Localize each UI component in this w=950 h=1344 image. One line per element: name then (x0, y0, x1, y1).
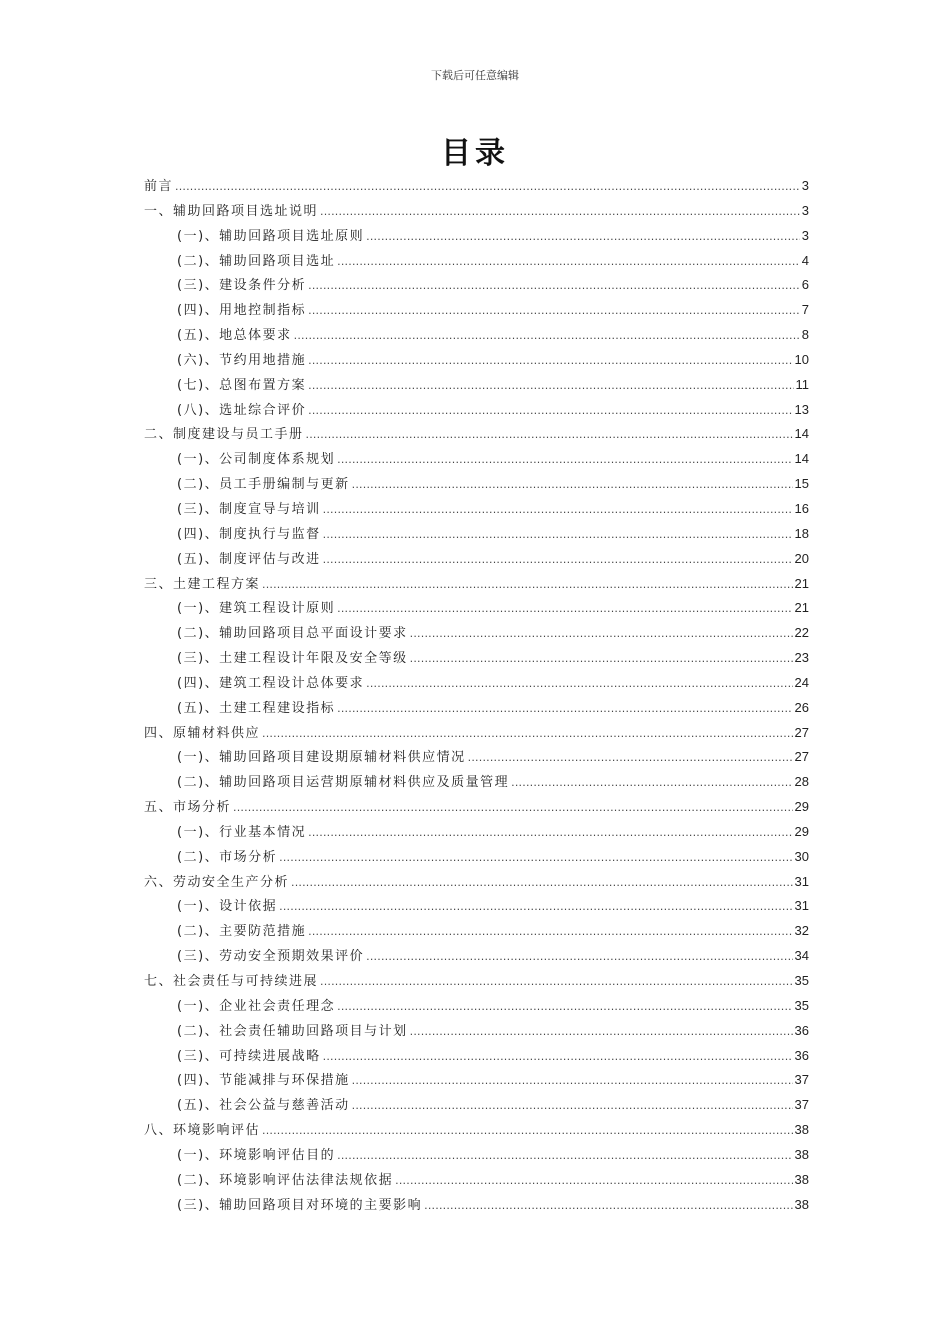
toc-page-number: 32 (794, 923, 809, 939)
toc-entry-label: (二)、员工手册编制与更新 (177, 477, 350, 493)
toc-subsection-entry[interactable] (144, 1144, 809, 1169)
toc-entry-label: (五)、土建工程建设指标 (177, 700, 336, 716)
toc-page-number: 35 (794, 973, 809, 988)
toc-entry-label: (二)、辅助回路项目选址 (177, 253, 336, 269)
toc-page-number: 31 (794, 898, 809, 914)
toc-dot-leader (294, 329, 800, 342)
toc-subsection-entry[interactable] (144, 324, 809, 349)
toc-page-number: 11 (795, 376, 809, 392)
toc-dot-leader (395, 1174, 792, 1187)
toc-entry-label: 三、土建工程方案 (144, 576, 261, 592)
toc-section-entry[interactable] (144, 970, 809, 995)
toc-dot-leader (410, 627, 793, 640)
toc-page-number: 38 (794, 1171, 809, 1187)
toc-page-number: 38 (794, 1122, 809, 1138)
toc-subsection-entry[interactable] (144, 846, 809, 871)
toc-entry-label: (三)、辅助回路项目对环境的主要影响 (177, 1197, 423, 1213)
toc-entry-label: (四)、用地控制指标 (177, 303, 307, 319)
toc-page-number: 36 (794, 1022, 809, 1038)
toc-entry-label: (二)、环境影响评估法律法规依据 (177, 1172, 394, 1188)
toc-subsection-entry[interactable] (144, 1194, 809, 1219)
toc-entry-label: (三)、土建工程设计年限及安全等级 (177, 651, 408, 667)
toc-section-entry[interactable] (144, 796, 809, 821)
toc-entry-label: (五)、地总体要求 (177, 328, 292, 344)
toc-page-number: 8 (801, 327, 809, 343)
toc-subsection-entry[interactable] (144, 746, 809, 771)
toc-page-number: 29 (794, 823, 809, 839)
toc-subsection-entry[interactable] (144, 399, 809, 424)
toc-subsection-entry[interactable] (144, 1020, 809, 1045)
toc-page-number: 3 (801, 227, 809, 243)
toc-entry-label: (二)、社会责任辅助回路项目与计划 (177, 1023, 408, 1039)
toc-dot-leader (352, 1074, 793, 1087)
toc-dot-leader (337, 602, 792, 615)
toc-page-number: 22 (794, 625, 809, 641)
toc-dot-leader (337, 1149, 792, 1162)
toc-subsection-entry[interactable] (144, 995, 809, 1020)
toc-page-number: 37 (794, 1072, 809, 1088)
toc-entry-label: (八)、选址综合评价 (177, 402, 307, 418)
toc-section-entry[interactable] (144, 573, 809, 598)
toc-dot-leader (352, 478, 793, 491)
toc-subsection-entry[interactable] (144, 1045, 809, 1070)
toc-page-number: 23 (794, 650, 809, 666)
toc-dot-leader (308, 279, 800, 292)
toc-subsection-entry[interactable] (144, 523, 809, 548)
toc-subsection-entry[interactable] (144, 771, 809, 796)
toc-subsection-entry[interactable] (144, 1069, 809, 1094)
toc-section-entry[interactable] (144, 722, 809, 747)
toc-dot-leader (262, 1124, 793, 1137)
toc-subsection-entry[interactable] (144, 374, 809, 399)
toc-entry-label: (一)、辅助回路项目建设期原辅材料供应情况 (177, 750, 466, 766)
toc-entry-label: (一)、设计依据 (177, 899, 278, 915)
toc-page-number: 7 (801, 302, 809, 318)
toc-subsection-entry[interactable] (144, 548, 809, 573)
toc-dot-leader (323, 503, 793, 516)
toc-dot-leader (279, 900, 792, 913)
toc-page-number: 3 (801, 202, 809, 218)
toc-section-entry[interactable] (144, 200, 809, 225)
toc-dot-leader (511, 776, 792, 789)
toc-dot-leader (308, 304, 800, 317)
toc-subsection-entry[interactable] (144, 274, 809, 299)
toc-entry-label: 四、原辅材料供应 (144, 725, 261, 741)
toc-page-number: 36 (794, 1047, 809, 1063)
toc-subsection-entry[interactable] (144, 622, 809, 647)
toc-subsection-entry[interactable] (144, 597, 809, 622)
toc-subsection-entry[interactable] (144, 349, 809, 374)
toc-entry-label: (七)、总图布置方案 (177, 377, 307, 393)
toc-entry-label: 二、制度建设与员工手册 (144, 427, 304, 443)
toc-dot-leader (233, 801, 793, 814)
toc-dot-leader (337, 255, 800, 268)
toc-subsection-entry[interactable] (144, 672, 809, 697)
table-of-contents (144, 175, 809, 1218)
toc-entry-label: (一)、企业社会责任理念 (177, 998, 336, 1014)
toc-entry-label: 五、市场分析 (144, 800, 232, 816)
toc-dot-leader (291, 876, 793, 889)
toc-page-number: 27 (794, 749, 809, 765)
toc-entry-label: (四)、建筑工程设计总体要求 (177, 675, 365, 691)
toc-page-number: 21 (794, 575, 809, 591)
toc-entry-label: (二)、主要防范措施 (177, 924, 307, 940)
toc-dot-leader (308, 379, 793, 392)
toc-page-number: 28 (794, 774, 809, 790)
toc-subsection-entry[interactable] (144, 498, 809, 523)
toc-dot-leader (320, 205, 800, 218)
toc-section-entry[interactable] (144, 175, 809, 200)
toc-entry-label: 八、环境影响评估 (144, 1123, 261, 1139)
toc-entry-label: (三)、可持续进展战略 (177, 1048, 321, 1064)
toc-subsection-entry[interactable] (144, 1169, 809, 1194)
toc-page-number: 13 (794, 401, 809, 417)
toc-page-number: 24 (794, 674, 809, 690)
toc-entry-label: (二)、辅助回路项目运营期原辅材料供应及质量管理 (177, 775, 510, 791)
toc-page-number: 14 (794, 426, 809, 442)
toc-subsection-entry[interactable] (144, 821, 809, 846)
toc-page-number: 10 (794, 351, 809, 367)
toc-subsection-entry[interactable] (144, 697, 809, 722)
toc-page-number: 27 (794, 724, 809, 740)
toc-dot-leader (352, 1099, 793, 1112)
toc-entry-label: (一)、建筑工程设计原则 (177, 601, 336, 617)
toc-dot-leader (323, 1050, 793, 1063)
toc-dot-leader (410, 652, 793, 665)
toc-dot-leader (337, 1000, 792, 1013)
toc-page-number: 18 (794, 525, 809, 541)
toc-entry-label: (四)、节能减排与环保措施 (177, 1073, 350, 1089)
toc-page-number: 3 (801, 178, 809, 193)
toc-subsection-entry[interactable] (144, 225, 809, 250)
toc-dot-leader (308, 826, 792, 839)
toc-page-number: 21 (794, 600, 809, 616)
toc-entry-label: (二)、辅助回路项目总平面设计要求 (177, 626, 408, 642)
toc-subsection-entry[interactable] (144, 448, 809, 473)
toc-entry-label: (一)、环境影响评估目的 (177, 1147, 336, 1163)
toc-page-number: 4 (801, 252, 809, 268)
toc-subsection-entry[interactable] (144, 920, 809, 945)
toc-page-number: 31 (794, 873, 809, 889)
toc-dot-leader (306, 428, 793, 441)
toc-subsection-entry[interactable] (144, 473, 809, 498)
toc-entry-label: (六)、节约用地措施 (177, 352, 307, 368)
toc-dot-leader (320, 975, 793, 988)
toc-entry-label: (一)、行业基本情况 (177, 824, 307, 840)
toc-page-number: 35 (794, 997, 809, 1013)
toc-subsection-entry[interactable] (144, 1094, 809, 1119)
toc-dot-leader (366, 950, 792, 963)
toc-entry-label: 前言 (144, 179, 174, 194)
toc-section-entry[interactable] (144, 871, 809, 896)
toc-dot-leader (424, 1199, 792, 1212)
toc-subsection-entry[interactable] (144, 250, 809, 275)
toc-dot-leader (337, 702, 792, 715)
toc-page-number: 38 (794, 1146, 809, 1162)
toc-page-number: 16 (794, 500, 809, 516)
toc-subsection-entry[interactable] (144, 945, 809, 970)
toc-entry-label: (三)、制度宣导与培训 (177, 501, 321, 517)
toc-dot-leader (366, 230, 800, 243)
toc-page-number: 34 (794, 948, 809, 964)
toc-dot-leader (279, 851, 792, 864)
toc-dot-leader (308, 404, 792, 417)
toc-entry-label: (五)、社会公益与慈善活动 (177, 1098, 350, 1114)
toc-subsection-entry[interactable] (144, 647, 809, 672)
toc-dot-leader (262, 578, 793, 591)
toc-section-entry[interactable] (144, 423, 809, 448)
toc-entry-label: (三)、建设条件分析 (177, 278, 307, 294)
toc-dot-leader (337, 453, 792, 466)
toc-page-number: 6 (801, 277, 809, 293)
toc-entry-label: 一、辅助回路项目选址说明 (144, 203, 319, 219)
toc-page-number: 29 (794, 799, 809, 815)
toc-subsection-entry[interactable] (144, 895, 809, 920)
toc-dot-leader (308, 354, 792, 367)
toc-page-number: 20 (794, 550, 809, 566)
toc-dot-leader (410, 1025, 793, 1038)
toc-dot-leader (468, 751, 793, 764)
toc-entry-label: (三)、劳动安全预期效果评价 (177, 949, 365, 965)
toc-entry-label: (一)、公司制度体系规划 (177, 452, 336, 468)
toc-dot-leader (262, 727, 793, 740)
toc-section-entry[interactable] (144, 1119, 809, 1144)
toc-subsection-entry[interactable] (144, 299, 809, 324)
toc-entry-label: 七、社会责任与可持续进展 (144, 974, 319, 989)
toc-entry-label: (二)、市场分析 (177, 849, 278, 865)
toc-dot-leader (175, 180, 800, 193)
toc-page-number: 30 (794, 848, 809, 864)
toc-dot-leader (308, 925, 792, 938)
toc-dot-leader (323, 553, 793, 566)
header-note: 下载后可任意编辑 (431, 69, 519, 82)
toc-page-number: 38 (794, 1196, 809, 1212)
toc-page-number: 15 (794, 476, 809, 492)
toc-page-number: 37 (794, 1097, 809, 1113)
toc-title: 目录 (441, 136, 509, 171)
toc-entry-label: (四)、制度执行与监督 (177, 526, 321, 542)
toc-dot-leader (366, 677, 792, 690)
toc-page-number: 26 (794, 699, 809, 715)
toc-entry-label: 六、劳动安全生产分析 (144, 874, 290, 890)
toc-page-number: 14 (794, 451, 809, 467)
toc-dot-leader (323, 528, 793, 541)
toc-entry-label: (一)、辅助回路项目选址原则 (177, 228, 365, 244)
toc-entry-label: (五)、制度评估与改进 (177, 551, 321, 567)
